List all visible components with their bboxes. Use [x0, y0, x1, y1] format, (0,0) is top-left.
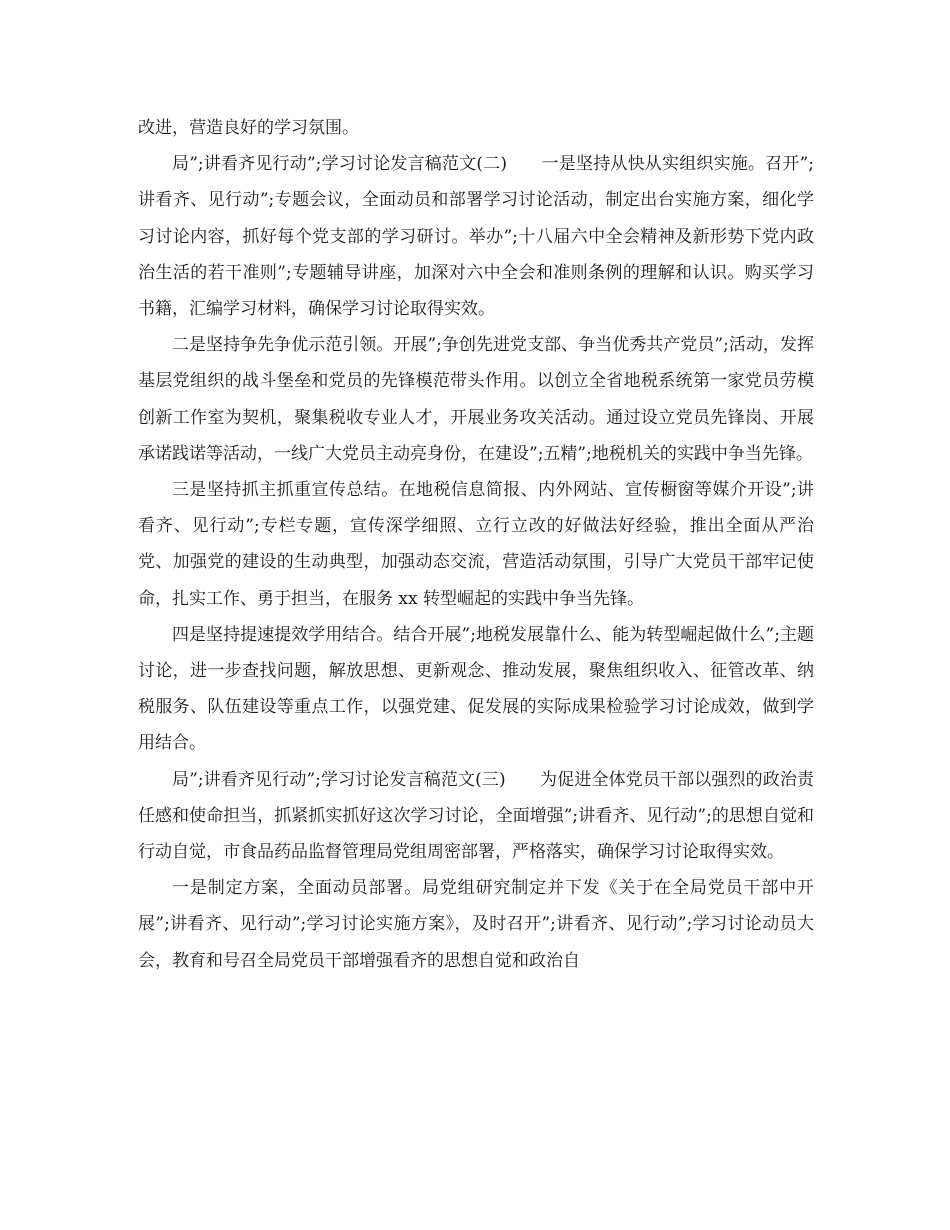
- paragraph-3: 二是坚持争先争优示范引领。开展”;争创先进党支部、争当优秀共产党员”;活动，发挥基层党组织的战斗堡垒和党员的先锋模范带头作用。以创立全省地税系统第一家党员劳模创新工作室为契机，聚集税收专业人才，开展业务攻关活动。通过设立党员先锋岗、开展承诺践诺等活动，一线广大党员主动亮身份，在建设”;五精”;地税机关的实践中争当先锋。: [138, 335, 814, 464]
- paragraph-5: 四是坚持提速提效学用结合。结合开展”;地税发展靠什么、能为转型崛起做什么”;主题讨论，进一步查找问题，解放思想、更新观念、推动发展，聚焦组织收入、征管改革、纳税服务、队伍建设等重点工作，以强党建、促发展的实际成果检验学习讨论成效，做到学用结合。: [138, 624, 814, 754]
- paragraph-4: 三是坚持抓主抓重宣传总结。在地税信息简报、内外网站、宣传橱窗等媒介开设”;讲看齐、见行动”;专栏专题，宣传深学细照、立行立改的好做法好经验，推出全面从严治党、加强党的建设的生动典型，加强动态交流，营造活动氛围，引导广大党员干部牢记使命，扎实工作、勇于担当，在服务 xx 转型崛起的实践中争当先锋。: [138, 480, 814, 609]
- paragraph-7: 一是制定方案，全面动员部署。局党组研究制定并下发《关于在全局党员干部中开展”;讲看齐、见行动”;学习讨论实施方案》，及时召开”;讲看齐、见行动”;学习讨论动员大会，教育和号召全局党员干部增强看齐的思想自觉和政治自: [138, 878, 814, 971]
- paragraph-1: 改进，营造良好的学习氛围。: [138, 118, 359, 138]
- document-body: [138, 110, 814, 979]
- paragraph-2: 局”;讲看齐见行动”;学习讨论发言稿范文(二) 一是坚持从快从实组织实施。召开”;讲看齐、见行动”;专题会议，全面动员和部署学习讨论活动，制定出台实施方案，细化学习讨论内容，抓好每个党支部的学习研讨。举办”;十八届六中全会精神及新形势下党内政治生活的若干准则”;专题辅导讲座，加深对六中全会和准则条例的理解和认识。购买学习书籍，汇编学习材料，确保学习讨论取得实效。: [138, 154, 814, 320]
- paragraph-6: 局”;讲看齐见行动”;学习讨论发言稿范文(三) 为促进全体党员干部以强烈的政治责任感和使命担当，抓紧抓实抓好这次学习讨论，全面增强”;讲看齐、见行动”;的思想自觉和行动自觉，市食品药品监督管理局党组周密部署，严格落实，确保学习讨论取得实效。: [138, 769, 814, 863]
